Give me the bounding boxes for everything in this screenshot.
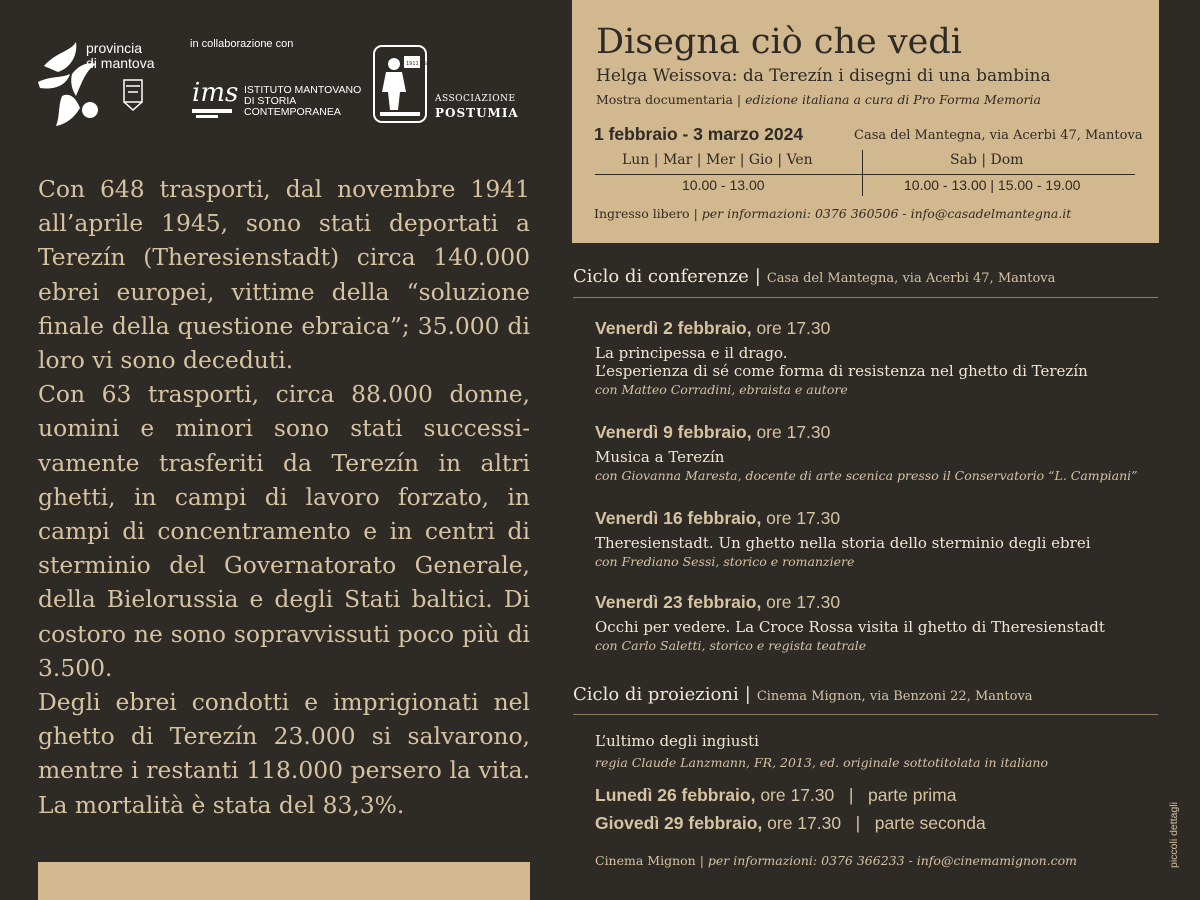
ingresso-label: Ingresso libero <box>594 206 690 221</box>
decorative-tan-bar <box>38 862 530 900</box>
event-speaker: con Carlo Saletti, storico e regista teatrale <box>595 638 867 653</box>
history-paragraph-2: Con 63 trasporti, circa 88.000 donne, uomini e minori sono stati successivamente trasferiti da Terezín in altri ghetti, in campi di lavoro forzato, in campi di concentramento e in centri di sterminio del Governatorato Generale, della Bielorussia e degli Stati baltici. Di costoro ne sono sopravvissuti poco più di 3.500. <box>38 380 530 682</box>
screening-time: ore 17.30 <box>755 785 835 805</box>
event-speaker: con Matteo Corradini, ebraista e autore <box>595 382 848 397</box>
isms-logo <box>190 73 240 123</box>
screening-part: | parte seconda <box>841 813 986 833</box>
info-phone: 0376 360506 - <box>810 206 911 221</box>
conferences-title: Ciclo di conferenze <box>573 266 749 287</box>
info-email-link[interactable]: info@casadelmantegna.it <box>910 206 1072 221</box>
conferences-divider <box>573 297 1158 298</box>
mostra-label: Mostra documentaria <box>596 92 733 107</box>
film-title: L’ultimo degli ingiusti <box>595 732 759 750</box>
ingresso-separator: | <box>689 206 702 221</box>
event-time: ore 17.30 <box>761 508 841 528</box>
event-date: Venerdì 16 febbraio, <box>595 508 762 528</box>
projections-divider <box>573 714 1158 715</box>
event-date: Venerdì 9 febbraio, <box>595 422 752 442</box>
exhibition-type <box>596 92 1041 107</box>
provincia-label <box>86 41 154 71</box>
isms-line1: ISTITUTO MANTOVANO <box>244 84 362 96</box>
postumia-label <box>435 92 519 120</box>
mostra-edition: edizione italiana a cura di Pro Forma Memoria <box>745 92 1041 107</box>
exhibition-title: Disegna ciò che vedi <box>596 22 962 62</box>
weekday-hours: 10.00 - 13.00 <box>682 177 765 193</box>
schedule-divider <box>595 174 1135 175</box>
event-title: La principessa e il drago. <box>595 344 788 362</box>
postumia-big: POSTUMIA <box>435 106 519 120</box>
isms-line3: CONTEMPORANEA <box>244 106 341 118</box>
event-date: Venerdì 23 febbraio, <box>595 592 762 612</box>
cinema-phone: 0376 366233 - <box>817 853 917 868</box>
mostra-separator: | <box>732 92 746 107</box>
exhibition-subtitle: Helga Weissova: da Terezín i disegni di una bambina <box>596 66 1051 86</box>
weekend-hours: 10.00 - 13.00 | 15.00 - 19.00 <box>904 177 1081 193</box>
event-speaker: con Frediano Sessi, storico e romanziere <box>595 554 855 569</box>
isms-line2: DI STORIA <box>244 95 297 107</box>
conferences-place: Casa del Mantegna, via Acerbi 47, Mantova <box>766 271 1056 286</box>
postumia-logo-mark: 1911 ASSOCIAZIONE <box>406 61 459 67</box>
conference-event <box>595 318 1088 397</box>
cinema-email-link[interactable]: info@cinemamignon.com <box>916 853 1078 868</box>
postumia-logo <box>372 44 459 124</box>
screening-time: ore 17.30 <box>762 813 842 833</box>
event-speaker: con Giovanna Maresta, docente di arte scenica presso il Conservatorio “L. Campiani” <box>595 468 1138 483</box>
conference-event <box>595 422 1138 483</box>
projections-heading <box>573 684 1033 705</box>
weekday-days: Lun | Mar | Mer | Gio | Ven <box>622 152 813 168</box>
screening-row <box>595 813 986 834</box>
event-date: Venerdì 2 febbraio, <box>595 318 752 338</box>
exhibition-venue: Casa del Mantegna, via Acerbi 47, Mantova <box>854 128 1143 143</box>
schedule-vertical-divider <box>862 150 863 196</box>
provincia-line2: di mantova <box>86 55 155 71</box>
event-time: ore 17.30 <box>761 592 841 612</box>
screening-date: Lunedì 26 febbraio, <box>595 785 756 805</box>
event-title: Musica a Terezín <box>595 448 725 466</box>
cinema-name: Cinema Mignon <box>595 853 696 868</box>
cinema-info-label: per informazioni: <box>707 853 818 868</box>
conference-event <box>595 592 1105 653</box>
cinema-separator: | <box>695 853 708 868</box>
conference-event <box>595 508 1091 569</box>
conferences-separator: | <box>754 266 761 287</box>
film-credit: regia Claude Lanzmann, FR, 2013, ed. originale sottotitolata in italiano <box>595 755 1048 770</box>
history-paragraph-1: Con 648 trasporti, dal novembre 1941 all’aprile 1945, sono stati deportati a Terezín (Theresienstadt) circa 140.000 ebrei europei, vittime della “soluzione finale della questione ebraica”; 35.000 di loro vi sono deceduti. <box>38 175 530 375</box>
designer-credit-text: piccoli dettagli <box>1168 802 1180 868</box>
cinema-contact <box>595 853 1077 868</box>
screening-date: Giovedì 29 febbraio, <box>595 813 763 833</box>
info-label: per informazioni: <box>701 206 811 221</box>
collaboration-label: in collaborazione con <box>190 38 294 50</box>
provincia-line1: provincia <box>86 40 143 56</box>
event-title: Occhi per vedere. La Croce Rossa visita il ghetto di Theresienstadt <box>595 618 1105 636</box>
postumia-small: ASSOCIAZIONE <box>435 94 516 104</box>
screening-row <box>595 785 957 806</box>
exhibition-contact <box>594 206 1071 221</box>
isms-logo-mark: ims <box>192 78 239 108</box>
exhibition-info-box <box>572 0 1159 243</box>
isms-label <box>244 85 361 118</box>
event-subtitle: L’esperienza di sé come forma di resistenza nel ghetto di Terezín <box>595 362 1088 380</box>
conferences-heading <box>573 266 1055 287</box>
projections-title: Ciclo di proiezioni <box>573 684 739 705</box>
history-paragraph-3: Degli ebrei condotti e imprigionati nel ghetto di Terezín 23.000 si salvarono, mentre i restanti 118.000 persero la vita. La mortalità è stata del 83,3%. <box>38 688 530 819</box>
designer-credit <box>1164 780 1184 870</box>
event-time: ore 17.30 <box>751 318 831 338</box>
projections-separator: | <box>744 684 751 705</box>
event-title: Theresienstadt. Un ghetto nella storia dello sterminio degli ebrei <box>595 534 1091 552</box>
history-text <box>38 172 530 822</box>
projections-place: Cinema Mignon, via Benzoni 22, Mantova <box>756 689 1033 704</box>
weekend-days: Sab | Dom <box>950 152 1024 168</box>
event-time: ore 17.30 <box>751 422 831 442</box>
exhibition-dates: 1 febbraio - 3 marzo 2024 <box>594 124 804 144</box>
screening-part: | parte prima <box>834 785 957 805</box>
